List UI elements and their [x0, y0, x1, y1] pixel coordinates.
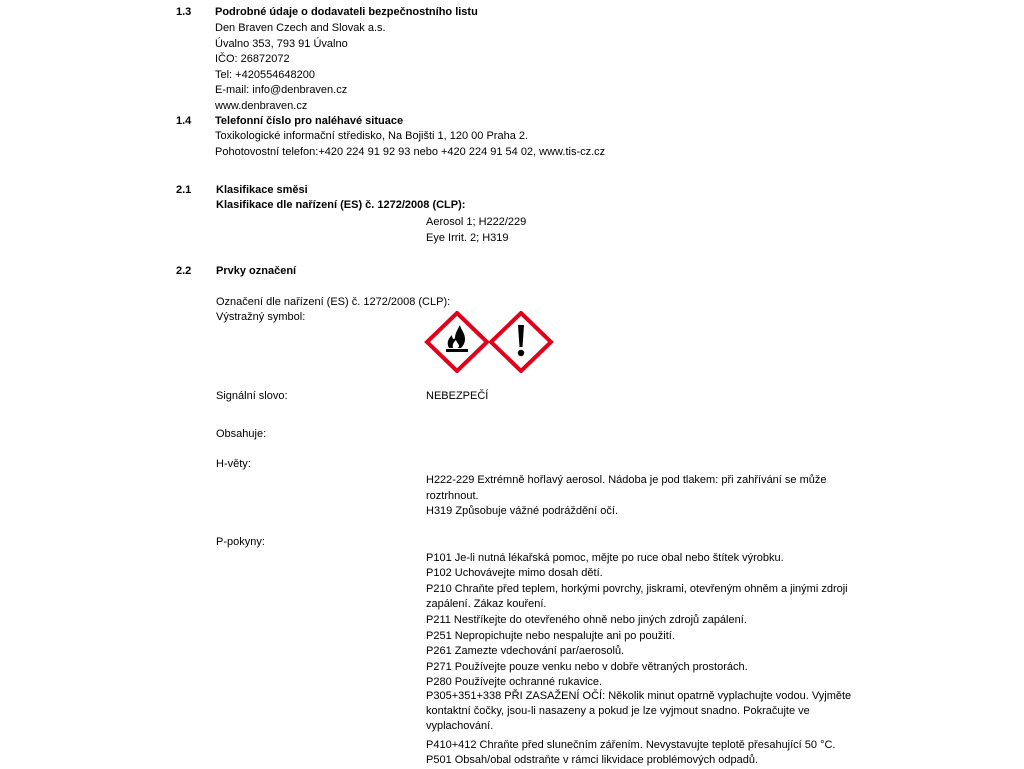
p-statement: P251 Nepropichujte nebo nespalujte ani po použití.: [426, 630, 675, 642]
p-statement: P501 Obsah/obal odstraňte v rámci likvidace problémových odpadů.: [426, 754, 759, 766]
symbol-label: Výstražný symbol:: [216, 311, 306, 323]
section-2-1-subheading: Klasifikace dle nařízení (ES) č. 1272/2008 (CLP):: [216, 199, 466, 211]
regulation-label: Označení dle nařízení (ES) č. 1272/2008 (CLP):: [216, 296, 451, 308]
supplier-ico: IČO: 26872072: [215, 53, 290, 65]
signal-word: NEBEZPEČÍ: [426, 390, 489, 402]
section-2-2-heading: Prvky označení: [216, 265, 297, 277]
p-statement: vyplachování.: [426, 720, 494, 732]
supplier-address: Úvalno 353, 793 91 Úvalno: [215, 37, 348, 50]
p-statement: P210 Chraňte před teplem, horkými povrchy, jiskrami, otevřeným ohněm a jinými zdroji: [426, 583, 848, 595]
p-statement: kontaktní čočky, jsou-li nasazeny a pokud je lze vyjmout snadno. Pokračujte ve: [426, 705, 810, 717]
exclamation-pictogram-icon: [491, 313, 551, 371]
section-1-4-heading: Telefonní číslo pro naléhavé situace: [215, 115, 404, 127]
tox-centre: Toxikologické informační středisko, Na Bojišti 1, 120 00 Praha 2.: [215, 130, 529, 142]
section-2-1-heading: Klasifikace směsi: [216, 184, 308, 196]
section-2-1-number: 2.1: [176, 184, 192, 196]
p-statement: P271 Používejte pouze venku nebo v dobře větraných prostorách.: [426, 661, 748, 673]
h-statement: H319 Způsobuje vážné podráždění očí.: [426, 505, 619, 517]
p-statement: P261 Zamezte vdechování par/aerosolů.: [426, 645, 625, 657]
h-statement: roztrhnout.: [426, 489, 479, 502]
h-statements-list: [426, 473, 827, 520]
supplier-website: www.denbraven.cz: [215, 99, 308, 112]
p-statements-label: P-pokyny:: [216, 536, 265, 548]
signal-label: Signální slovo:: [216, 390, 288, 402]
section-1-4-number: 1.4: [176, 115, 192, 127]
p-statement: P305+351+338 PŘI ZASAŽENÍ OČÍ: Několik minut opatrně vyplachujte vodou. Vyjměte: [426, 690, 852, 702]
section-2-2-number: 2.2: [176, 265, 192, 277]
classification-list: [426, 215, 526, 246]
supplier-name: Den Braven Czech and Slovak a.s.: [215, 22, 386, 34]
p-statement: P211 Nestříkejte do otevřeného ohně nebo jiných zdrojů zapálení.: [426, 614, 747, 626]
supplier-email: E-mail: info@denbraven.cz: [215, 84, 348, 96]
classification-item: Aerosol 1; H222/229: [426, 216, 527, 228]
section-1-3-heading: Podrobné údaje o dodavateli bezpečnostního listu: [215, 6, 478, 18]
p-statement: P280 Používejte ochranné rukavice.: [426, 676, 603, 688]
p-statement: P101 Je-li nutná lékařská pomoc, mějte po ruce obal nebo štítek výrobku.: [426, 552, 784, 564]
supplier-details: [215, 21, 386, 114]
h-statements-label: H-věty:: [216, 458, 251, 470]
p-statement: P410+412 Chraňte před slunečním zářením. Nevystavujte teplotě přesahující 50 °C.: [426, 739, 836, 751]
p-statement: P102 Uchovávejte mimo dosah dětí.: [426, 567, 603, 579]
section-1-3-number: 1.3: [176, 6, 192, 18]
hazard-pictograms: [424, 311, 554, 373]
emergency-contact: [215, 129, 605, 160]
flame-pictogram-icon: [427, 313, 487, 371]
emergency-phone: Pohotovostní telefon:+420 224 91 92 93 nebo +420 224 91 54 02, www.tis-cz.cz: [215, 145, 606, 158]
classification-item: Eye Irrit. 2; H319: [426, 231, 509, 244]
supplier-phone: Tel: +420554648200: [215, 68, 316, 81]
contains-label: Obsahuje:: [216, 428, 267, 440]
h-statement: H222-229 Extrémně hořlavý aerosol. Nádoba je pod tlakem: při zahřívání se může: [426, 474, 827, 486]
p-statement: zapálení. Zákaz kouření.: [426, 598, 547, 610]
